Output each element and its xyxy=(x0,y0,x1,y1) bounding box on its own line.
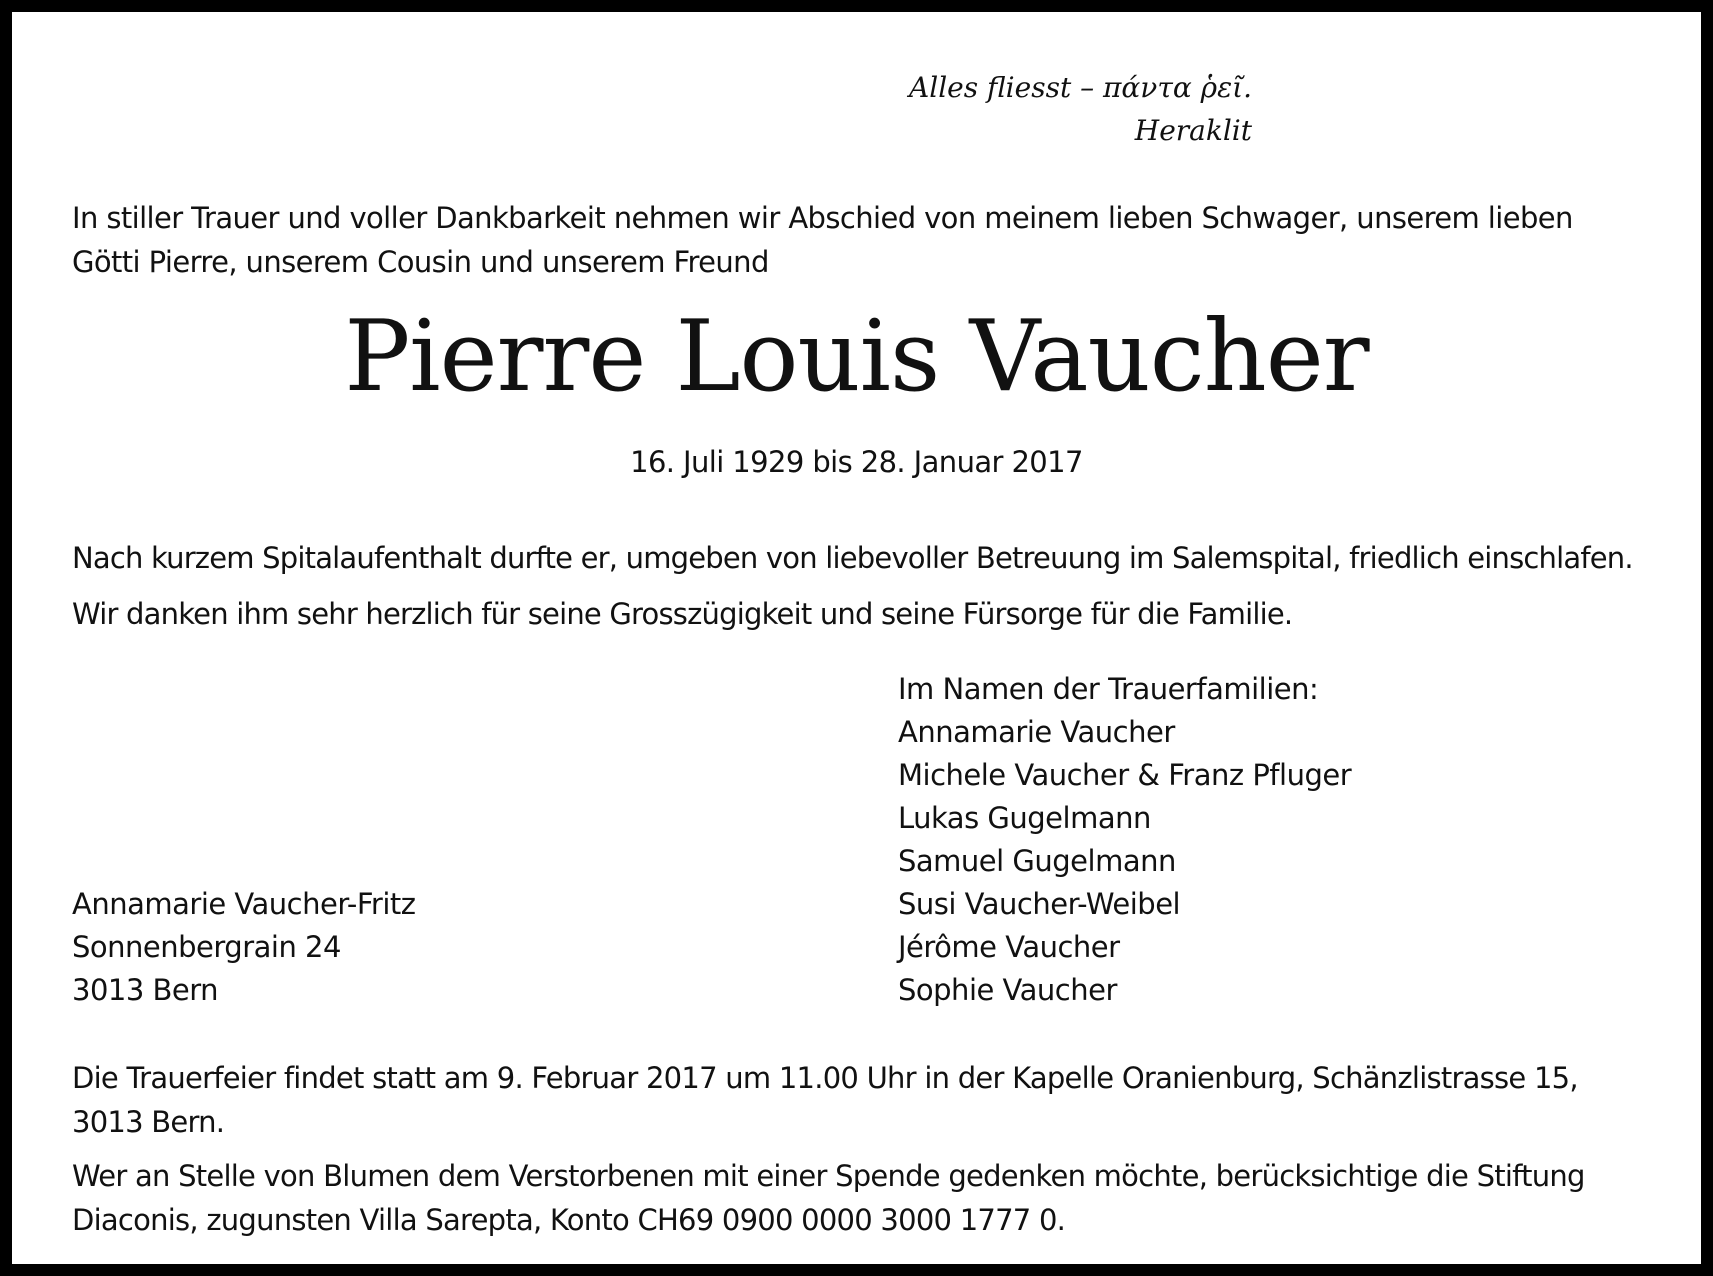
signer-name: Jérôme Vaucher xyxy=(898,930,1120,964)
sender-address xyxy=(72,883,772,1012)
signer-name: Samuel Gugelmann xyxy=(898,844,1176,878)
message-line: Nach kurzem Spitalaufenthalt durfte er, umgeben von liebevoller Betreuung im Salemspital, friedlich einschlafen. xyxy=(72,541,1633,575)
sender-street: Sonnenbergrain 24 xyxy=(72,930,341,964)
signer-name: Lukas Gugelmann xyxy=(898,801,1151,835)
donation-line: Diaconis, zugunsten Villa Sarepta, Konto CH69 0900 0000 3000 1777 0. xyxy=(72,1203,1066,1237)
motto-quote: Alles fliesst – πάντα ῥεῖ. xyxy=(909,71,1252,104)
signers-heading: Im Namen der Trauerfamilien: xyxy=(898,672,1319,706)
sender-name: Annamarie Vaucher-Fritz xyxy=(72,887,416,921)
message xyxy=(72,530,1692,642)
donation-note xyxy=(72,1154,1672,1242)
ceremony-line: 3013 Bern. xyxy=(72,1105,225,1139)
signer-name: Annamarie Vaucher xyxy=(898,715,1175,749)
motto xyxy=(898,66,1252,152)
ceremony-note xyxy=(72,1056,1672,1144)
intro-line: Götti Pierre, unserem Cousin und unserem Freund xyxy=(72,245,769,279)
message-line: Wir danken ihm sehr herzlich für seine Grosszügigkeit und seine Fürsorge für die Familie. xyxy=(72,597,1293,631)
notes xyxy=(72,1056,1672,1252)
ceremony-line: Die Trauerfeier findet statt am 9. Februar 2017 um 11.00 Uhr in der Kapelle Oranienburg, Schänzlistrasse 15, xyxy=(72,1061,1578,1095)
deceased-name: Pierre Louis Vaucher xyxy=(344,300,1369,414)
intro-line: In stiller Trauer und voller Dankbarkeit nehmen wir Abschied von meinem lieben Schwager, unserem lieben xyxy=(72,201,1573,235)
intro-text xyxy=(72,196,1672,284)
signer-name: Susi Vaucher-Weibel xyxy=(898,887,1181,921)
donation-line: Wer an Stelle von Blumen dem Verstorbenen mit einer Spende gedenken möchte, berücksichtige die Stiftung xyxy=(72,1159,1585,1193)
motto-author: Heraklit xyxy=(1134,114,1252,147)
signer-name: Michele Vaucher & Franz Pfluger xyxy=(898,758,1352,792)
life-dates: 16. Juli 1929 bis 28. Januar 2017 xyxy=(630,445,1083,479)
sender-city: 3013 Bern xyxy=(72,973,219,1007)
signers-block xyxy=(898,668,1678,1012)
signer-name: Sophie Vaucher xyxy=(898,973,1117,1007)
